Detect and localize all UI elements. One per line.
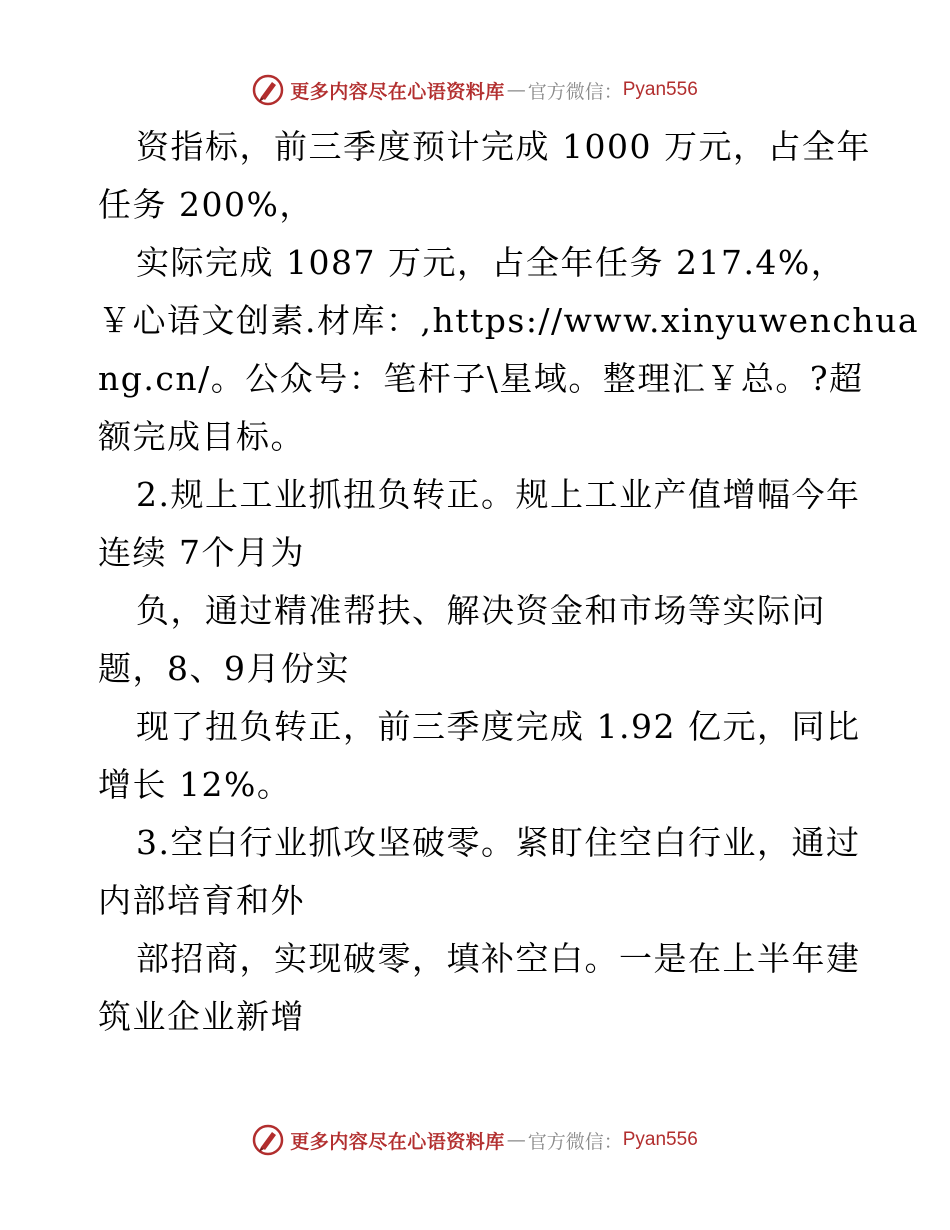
- text-line: 连续 7个月为: [98, 533, 305, 572]
- text-line: ￥心语文创素.材库：,https://www.xinyuwenchua: [98, 301, 919, 340]
- text-line: 部招商，实现破零，填补空白。一是在上半年建: [136, 939, 861, 978]
- text-line: 任务 200%，: [98, 185, 314, 224]
- site-name: 更多内容尽在心语资料库: [290, 80, 505, 103]
- banner-dash: —: [506, 79, 526, 101]
- wechat-id: Pyan556: [622, 79, 698, 100]
- text-line: 额完成目标。: [98, 417, 305, 456]
- text-line: 2.规上工业抓扭负转正。规上工业产值增幅今年: [136, 475, 861, 514]
- text-line: 资指标，前三季度预计完成 1000 万元，占全年: [136, 127, 871, 166]
- text-line: 负，通过精准帮扶、解决资金和市场等实际问: [136, 591, 826, 630]
- wechat-label: 官方微信：: [527, 80, 623, 103]
- pen-logo-icon: [252, 74, 284, 106]
- text-line: 题，8、9月份实: [98, 649, 350, 688]
- pen-logo-icon: [252, 1124, 284, 1156]
- document-body: [98, 118, 919, 1046]
- wechat-id: Pyan556: [622, 1129, 698, 1150]
- text-line: 3.空白行业抓攻坚破零。紧盯住空白行业，通过: [136, 823, 861, 862]
- text-line: ng.cn/。公众号：笔杆子\星域。整理汇￥总。?超: [98, 359, 864, 398]
- text-line: 增长 12%。: [98, 765, 292, 804]
- banner-dash: —: [506, 1129, 526, 1151]
- wechat-label: 官方微信：: [527, 1130, 623, 1153]
- text-line: 内部培育和外: [98, 881, 305, 920]
- header-banner: [0, 70, 950, 110]
- footer-banner: [0, 1120, 950, 1160]
- text-line: 实际完成 1087 万元，占全年任务 217.4%，: [136, 243, 846, 282]
- site-name: 更多内容尽在心语资料库: [290, 1130, 505, 1153]
- text-line: 现了扭负转正，前三季度完成 1.92 亿元，同比: [136, 707, 861, 746]
- text-line: 筑业企业新增: [98, 997, 305, 1036]
